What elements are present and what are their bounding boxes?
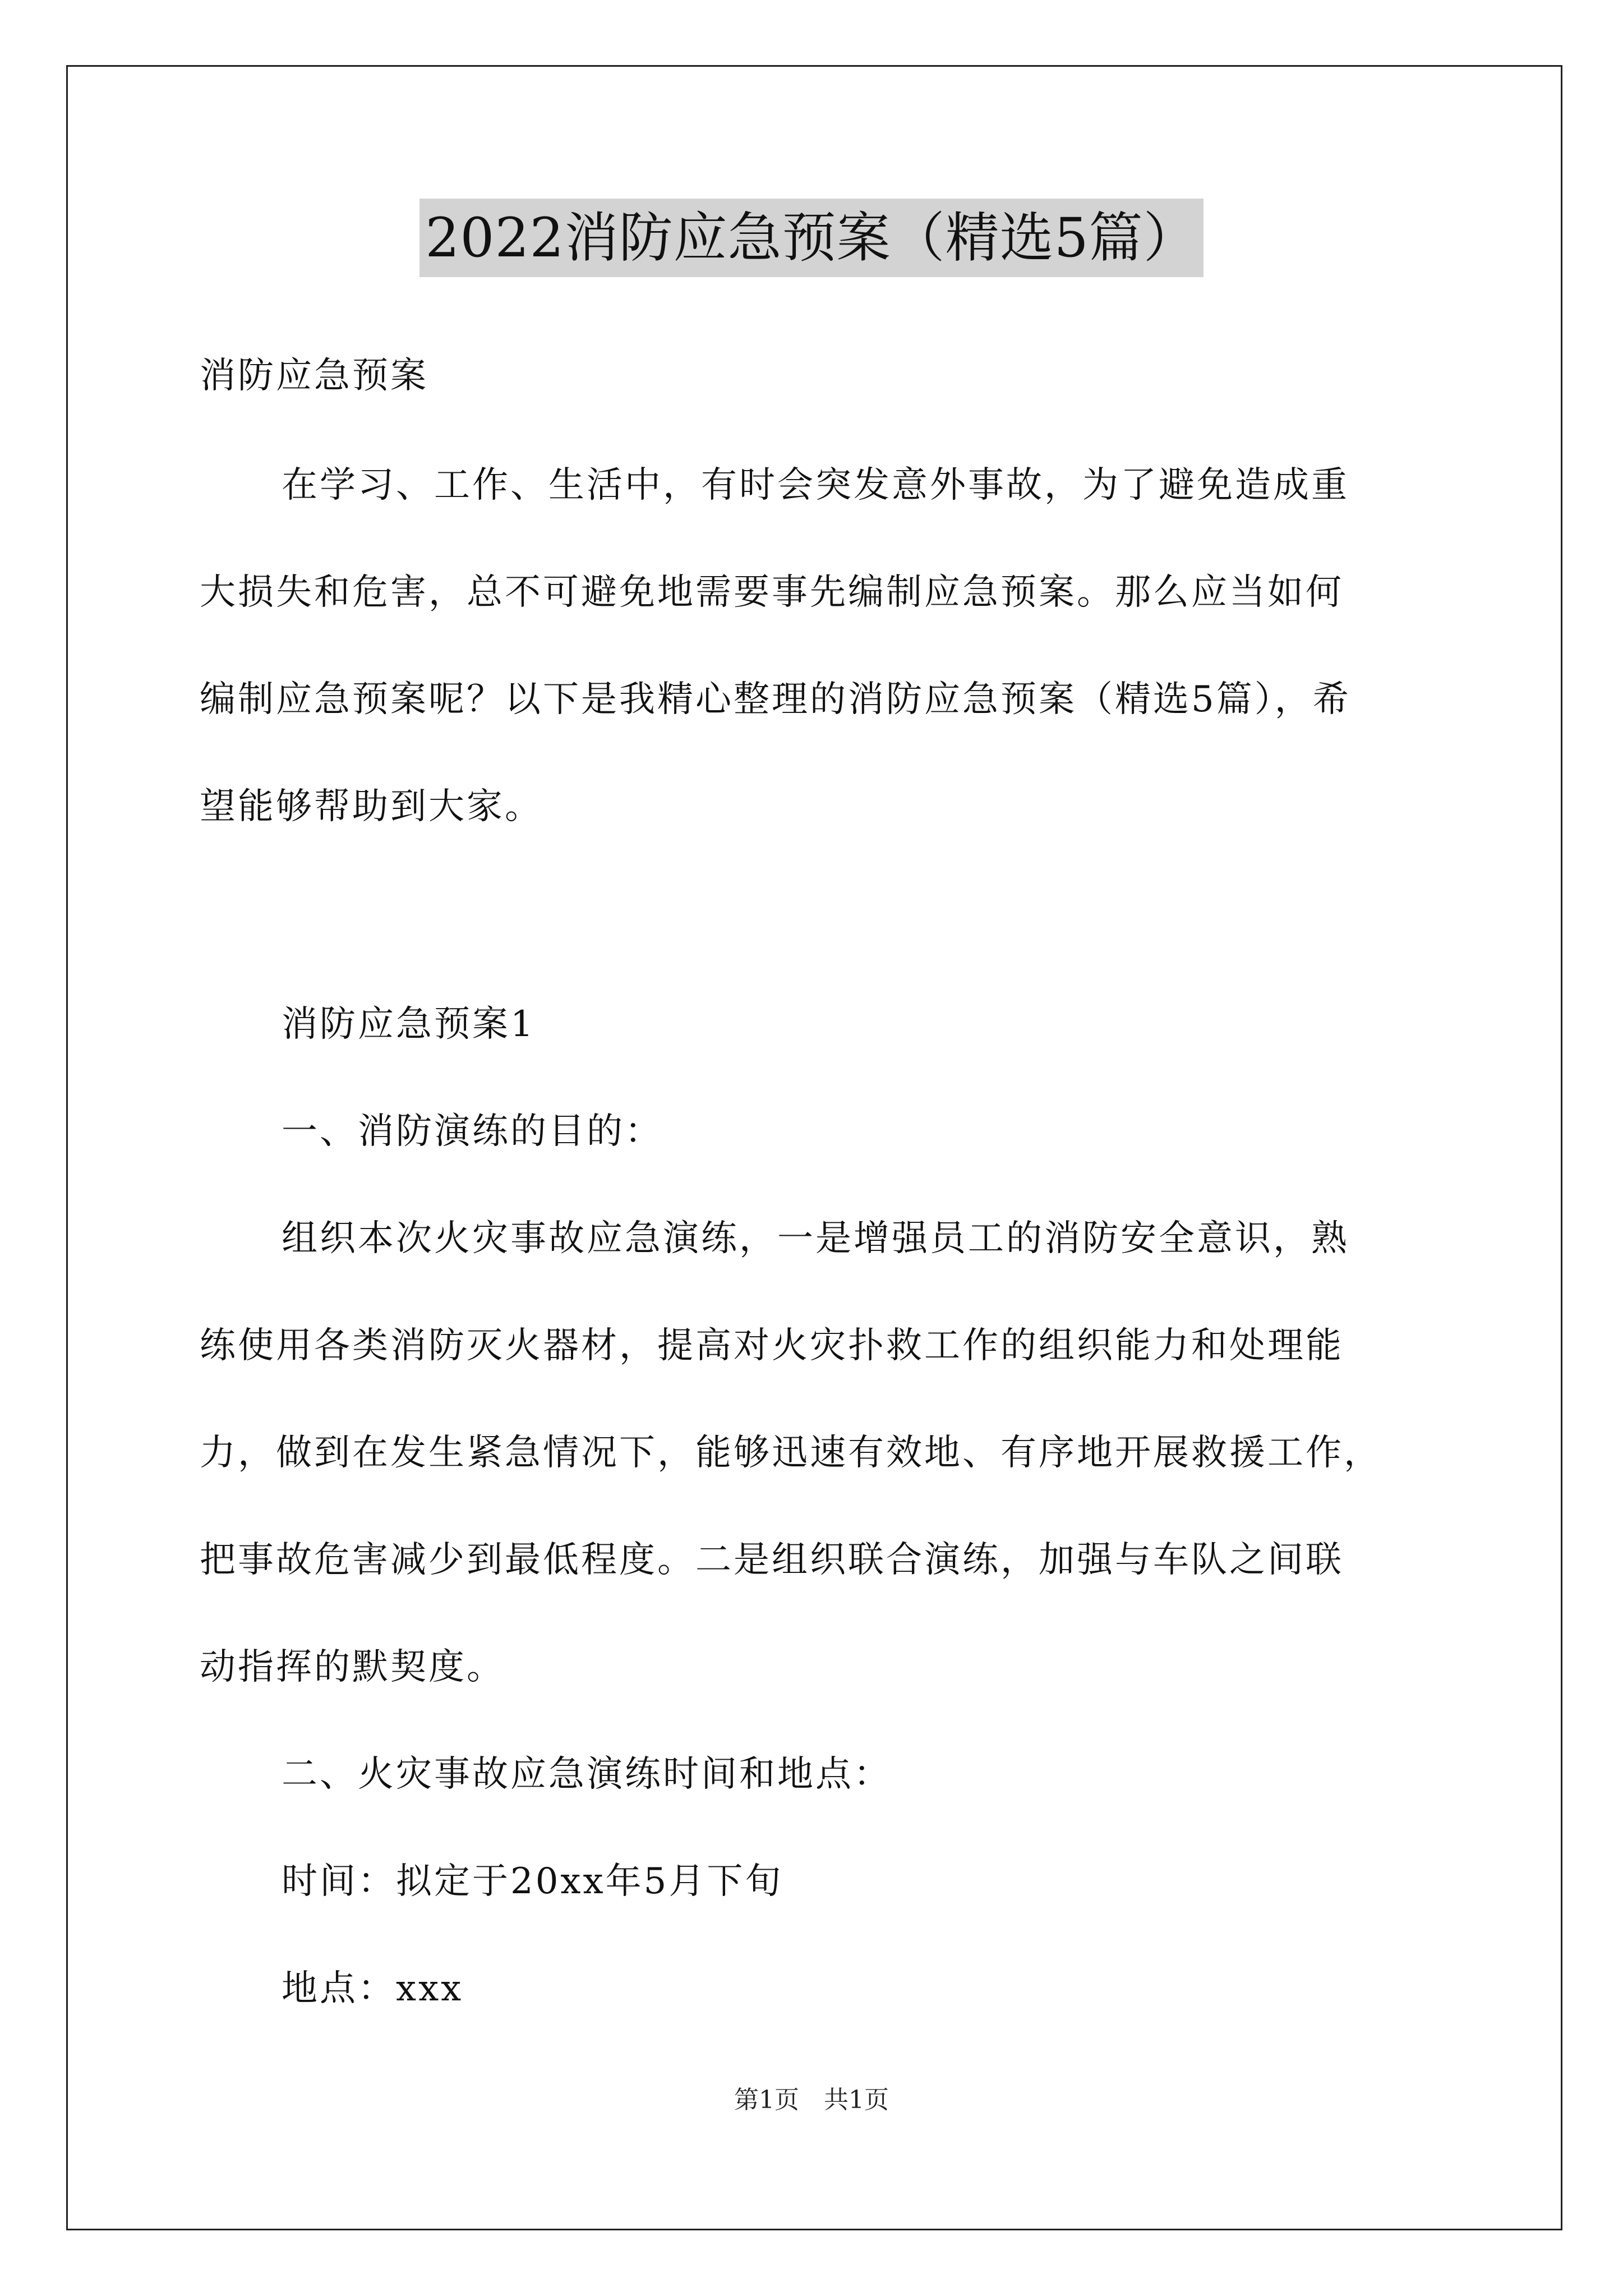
intro-line-1: 在学习、工作、生活中，有时会突发意外事故，为了避免造成重 <box>282 464 1349 506</box>
part-one-heading: 一、消防演练的目的： <box>282 1111 663 1152</box>
document-title: 2022消防应急预案（精选5篇） <box>419 199 1203 277</box>
part-one-line-5: 动指挥的默契度。 <box>200 1646 505 1688</box>
intro-line-2: 大损失和危害，总不可避免地需要事先编制应急预案。那么应当如何 <box>200 572 1344 613</box>
document-subtitle: 消防应急预案 <box>200 355 428 397</box>
part-one-line-4: 把事故危害减少到最低程度。二是组织联合演练，加强与车队之间联 <box>200 1539 1344 1581</box>
title-container <box>0 199 1623 277</box>
intro-line-3: 编制应急预案呢？以下是我精心整理的消防应急预案（精选5篇），希 <box>200 679 1351 720</box>
part-one-line-1: 组织本次火灾事故应急演练，一是增强员工的消防安全意识，熟 <box>282 1218 1349 1259</box>
part-one-line-3: 力，做到在发生紧急情况下，能够迅速有效地、有序地开展救援工作， <box>200 1432 1382 1474</box>
place-line: 地点：xxx <box>282 1968 464 2009</box>
part-one-line-2: 练使用各类消防灭火器材，提高对火灾扑救工作的组织能力和处理能 <box>200 1325 1344 1366</box>
part-two-heading: 二、火灾事故应急演练时间和地点： <box>282 1754 892 1795</box>
section-heading: 消防应急预案1 <box>282 1004 536 1045</box>
time-line: 时间：拟定于20xx年5月下旬 <box>282 1861 783 1902</box>
page-footer: 第1页 共1页 <box>734 2086 889 2114</box>
intro-line-4: 望能够帮助到大家。 <box>200 786 543 827</box>
